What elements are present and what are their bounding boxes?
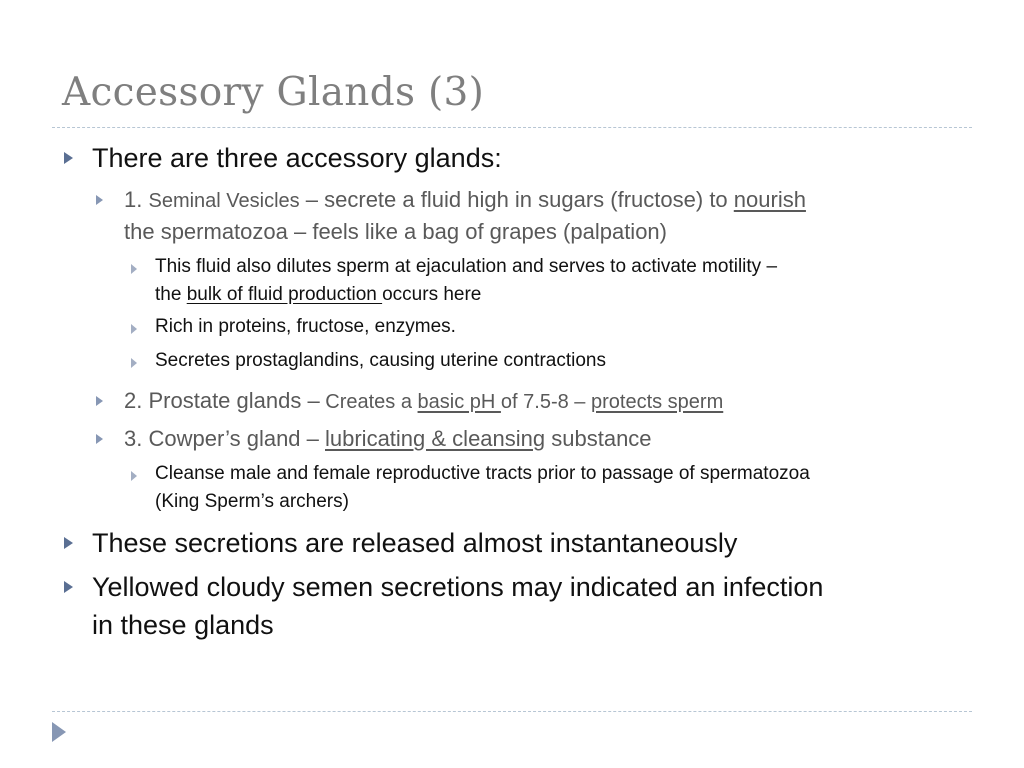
item-description: Creates a [319, 391, 418, 413]
bullet-text: These secretions are released almost instantaneously [92, 528, 738, 558]
seminal-vesicles-line [124, 187, 806, 213]
bullet-icon [64, 581, 73, 593]
bullet-icon [131, 264, 137, 274]
item-number: 2. [124, 388, 143, 413]
sub-bullet-text-line-2 [155, 284, 481, 306]
bullet-icon [131, 471, 137, 481]
item-name: Seminal Vesicles [148, 190, 300, 212]
nourish-link: nourish [733, 187, 806, 212]
bullet-icon [131, 324, 137, 334]
bullet-icon [64, 152, 73, 164]
cowpers-line [124, 426, 652, 452]
item-description: substance [545, 426, 652, 451]
bullet-icon [131, 358, 137, 368]
bullet-text-line-2: in these glands [92, 610, 274, 640]
sub-bullet-text: Cleanse male and female reproductive tracts prior to passage of spermatozoa [155, 463, 810, 484]
basic-ph-link: basic pH [417, 391, 501, 413]
sub-bullet-text: Rich in proteins, fructose, enzymes. [155, 316, 456, 337]
seminal-vesicles-line-2: the spermatozoa – feels like a bag of grapes (palpation) [124, 219, 667, 244]
prostate-line [124, 388, 723, 414]
item-number: 1. [124, 187, 143, 212]
sub-bullet-text: Secretes prostaglandins, causing uterine contractions [155, 350, 606, 371]
bullet-icon [96, 434, 103, 444]
item-description: of 7.5-8 – [500, 391, 591, 413]
bullet-icon [96, 195, 103, 205]
text-segment: occurs here [382, 284, 482, 305]
footer-divider [52, 711, 972, 712]
bullet-icon [64, 537, 73, 549]
slide-title: Accessory Glands (3) [62, 70, 485, 115]
protects-sperm-link: protects sperm [590, 391, 724, 413]
title-divider [52, 127, 972, 128]
item-name: Cowper’s gland – [148, 426, 325, 451]
item-name: Prostate glands – [148, 388, 320, 413]
bullet-icon [96, 396, 103, 406]
item-number: 3. [124, 426, 143, 451]
bulk-of-fluid-link: bulk of fluid production [186, 284, 383, 305]
item-description: – secrete a fluid high in sugars (fructose) to [299, 187, 734, 212]
sub-bullet-text-line-2: (King Sperm’s archers) [155, 491, 349, 512]
bullet-text: Yellowed cloudy semen secretions may indicated an infection [92, 572, 824, 602]
lubricating-link: lubricating & cleansing [325, 426, 546, 451]
sub-bullet-text: This fluid also dilutes sperm at ejaculation and serves to activate motility – [155, 256, 778, 277]
next-slide-icon[interactable] [52, 722, 66, 742]
text-segment: the [155, 284, 187, 305]
bullet-text: There are three accessory glands: [92, 143, 502, 173]
